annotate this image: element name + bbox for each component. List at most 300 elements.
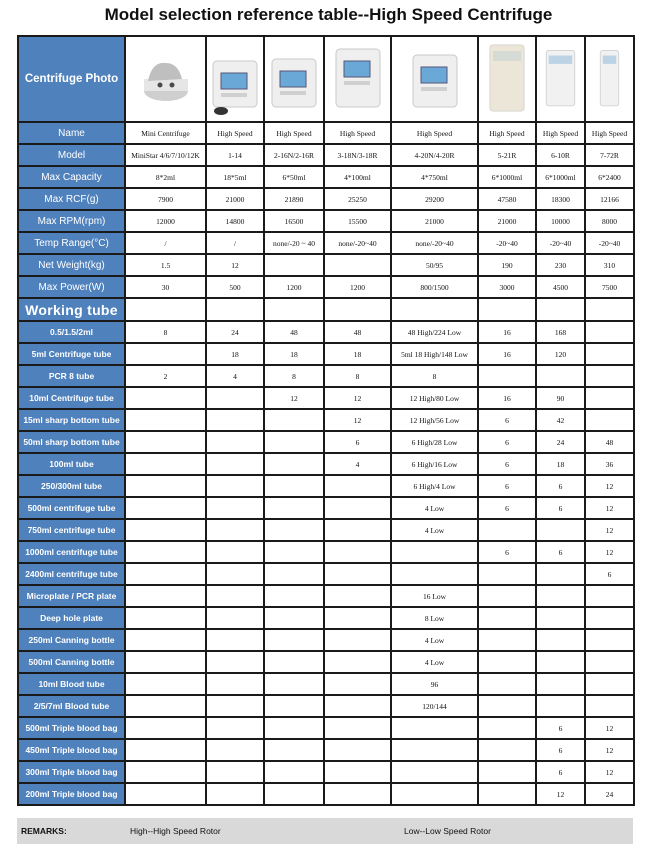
table-cell: 120 xyxy=(536,343,585,365)
table-cell: 800/1500 xyxy=(391,276,478,298)
table-cell: 12 xyxy=(585,739,634,761)
table-cell: Mini Centrifuge xyxy=(125,122,206,144)
table-cell: 4-20N/4-20R xyxy=(391,144,478,166)
table-cell: 6 xyxy=(536,717,585,739)
table-cell xyxy=(206,695,264,717)
table-cell: 6 High/16 Low xyxy=(391,453,478,475)
row-label: Max Capacity xyxy=(18,166,125,188)
tube-row xyxy=(18,431,634,453)
table-cell: 18 xyxy=(324,343,391,365)
table-cell: 6 xyxy=(536,761,585,783)
table-cell xyxy=(478,629,536,651)
table-cell: 6 xyxy=(478,475,536,497)
table-cell: 6 High/28 Low xyxy=(391,431,478,453)
table-cell: MiniStar 4/6/7/10/12K xyxy=(125,144,206,166)
table-cell: -20~40 xyxy=(585,232,634,254)
table-cell: 120/144 xyxy=(391,695,478,717)
table-cell xyxy=(206,607,264,629)
working-tube-label: Working tube xyxy=(18,298,125,321)
table-cell: High Speed xyxy=(536,122,585,144)
photo-row xyxy=(18,36,634,122)
table-cell: 6 xyxy=(478,453,536,475)
table-cell: 12 xyxy=(324,387,391,409)
table-cell: 4 xyxy=(206,365,264,387)
table-cell xyxy=(206,761,264,783)
table-cell xyxy=(125,585,206,607)
table-cell xyxy=(125,563,206,585)
table-cell xyxy=(125,629,206,651)
table-cell xyxy=(206,563,264,585)
tube-row xyxy=(18,453,634,475)
table-cell xyxy=(125,409,206,431)
photo-cell xyxy=(206,36,264,122)
table-cell xyxy=(206,298,264,321)
table-cell: 10000 xyxy=(536,210,585,232)
table-cell: 4 xyxy=(324,453,391,475)
row-label: Max RCF(g) xyxy=(18,188,125,210)
spec-row xyxy=(18,232,634,254)
table-cell: 4 Low xyxy=(391,497,478,519)
row-label: Net Weight(kg) xyxy=(18,254,125,276)
table-cell: 30 xyxy=(125,276,206,298)
table-cell: 48 High/224 Low xyxy=(391,321,478,343)
spec-row xyxy=(18,122,634,144)
row-label: 500ml Canning bottle xyxy=(18,651,125,673)
floor-centrifuge-photo xyxy=(537,41,584,117)
working-tube-row xyxy=(18,298,634,321)
floor-centrifuge-photo xyxy=(586,41,633,117)
table-cell xyxy=(536,519,585,541)
table-cell: 2-16N/2-16R xyxy=(264,144,324,166)
table-cell xyxy=(264,409,324,431)
table-cell xyxy=(264,298,324,321)
table-cell xyxy=(324,497,391,519)
table-cell: High Speed xyxy=(324,122,391,144)
table-cell xyxy=(125,431,206,453)
table-cell: 6 xyxy=(478,409,536,431)
table-cell xyxy=(324,739,391,761)
table-cell: 5-21R xyxy=(478,144,536,166)
table-cell: 8 xyxy=(125,321,206,343)
table-cell: 18*5ml xyxy=(206,166,264,188)
row-label: 250ml Canning bottle xyxy=(18,629,125,651)
table-cell xyxy=(324,298,391,321)
table-cell xyxy=(585,629,634,651)
table-cell xyxy=(324,673,391,695)
table-cell xyxy=(585,585,634,607)
table-cell xyxy=(478,585,536,607)
table-cell: 5ml 18 High/148 Low xyxy=(391,343,478,365)
row-label: 15ml sharp bottom tube xyxy=(18,409,125,431)
table-cell xyxy=(264,497,324,519)
tube-row xyxy=(18,585,634,607)
tube-row xyxy=(18,695,634,717)
row-label: 2400ml centrifuge tube xyxy=(18,563,125,585)
row-label: 200ml Triple blood bag xyxy=(18,783,125,805)
table-cell: 21000 xyxy=(206,188,264,210)
table-cell: 8000 xyxy=(585,210,634,232)
table-cell: 6*50ml xyxy=(264,166,324,188)
row-label: Max Power(W) xyxy=(18,276,125,298)
photo-cell xyxy=(391,36,478,122)
table-cell: 6 xyxy=(536,475,585,497)
table-cell xyxy=(264,254,324,276)
table-cell: 47580 xyxy=(478,188,536,210)
table-cell xyxy=(264,431,324,453)
table-cell: High Speed xyxy=(206,122,264,144)
tube-row xyxy=(18,365,634,387)
table-cell: 6 xyxy=(478,431,536,453)
table-cell xyxy=(264,651,324,673)
table-cell xyxy=(125,343,206,365)
table-cell: 4 Low xyxy=(391,629,478,651)
table-cell: 8 xyxy=(264,365,324,387)
row-label: Model xyxy=(18,144,125,166)
table-cell: 6 xyxy=(536,541,585,563)
table-cell: 25250 xyxy=(324,188,391,210)
table-cell xyxy=(125,695,206,717)
table-cell xyxy=(585,607,634,629)
table-cell: 18 xyxy=(264,343,324,365)
table-cell: 48 xyxy=(264,321,324,343)
row-label: Deep hole plate xyxy=(18,607,125,629)
row-label: 250/300ml tube xyxy=(18,475,125,497)
table-cell xyxy=(478,717,536,739)
table-cell xyxy=(585,343,634,365)
table-cell xyxy=(478,519,536,541)
table-cell: 6*1000ml xyxy=(536,166,585,188)
table-cell xyxy=(264,695,324,717)
tube-row xyxy=(18,541,634,563)
tube-row xyxy=(18,717,634,739)
row-label: Temp Range(°C) xyxy=(18,232,125,254)
table-cell xyxy=(536,607,585,629)
photo-cell xyxy=(125,36,206,122)
photo-cell xyxy=(264,36,324,122)
table-cell: 2 xyxy=(125,365,206,387)
table-cell xyxy=(478,761,536,783)
table-cell: 24 xyxy=(585,783,634,805)
table-cell: High Speed xyxy=(585,122,634,144)
table-cell: 6 xyxy=(478,541,536,563)
table-cell xyxy=(264,519,324,541)
table-cell xyxy=(585,651,634,673)
table-cell xyxy=(264,717,324,739)
row-label: 500ml centrifuge tube xyxy=(18,497,125,519)
model-selection-table xyxy=(17,35,635,806)
table-cell xyxy=(585,673,634,695)
table-cell xyxy=(206,585,264,607)
table-cell: 12 xyxy=(536,783,585,805)
table-cell xyxy=(264,783,324,805)
floor-centrifuge-photo xyxy=(479,41,535,117)
table-cell xyxy=(125,497,206,519)
table-cell: 6-10R xyxy=(536,144,585,166)
row-label: 10ml Centrifuge tube xyxy=(18,387,125,409)
table-cell xyxy=(206,475,264,497)
table-cell xyxy=(536,365,585,387)
remarks-low: Low--Low Speed Rotor xyxy=(404,826,491,836)
table-cell: 24 xyxy=(206,321,264,343)
table-cell xyxy=(206,431,264,453)
remarks-high: High--High Speed Rotor xyxy=(130,826,221,836)
table-cell xyxy=(536,585,585,607)
row-label: 0.5/1.5/2ml xyxy=(18,321,125,343)
table-cell: High Speed xyxy=(478,122,536,144)
table-cell xyxy=(585,365,634,387)
table-cell xyxy=(206,541,264,563)
table-cell xyxy=(125,298,206,321)
table-cell xyxy=(324,607,391,629)
table-cell: 190 xyxy=(478,254,536,276)
table-cell xyxy=(264,673,324,695)
table-cell xyxy=(125,519,206,541)
tube-row xyxy=(18,475,634,497)
table-cell xyxy=(264,541,324,563)
table-cell: 12 xyxy=(585,497,634,519)
table-cell: 4 Low xyxy=(391,651,478,673)
table-cell xyxy=(585,695,634,717)
table-cell xyxy=(391,298,478,321)
table-cell xyxy=(536,563,585,585)
table-cell xyxy=(585,409,634,431)
row-label: Max RPM(rpm) xyxy=(18,210,125,232)
table-cell xyxy=(125,783,206,805)
table-cell: 12 xyxy=(585,519,634,541)
tube-row xyxy=(18,761,634,783)
table-cell: 96 xyxy=(391,673,478,695)
table-cell xyxy=(324,475,391,497)
table-cell: 168 xyxy=(536,321,585,343)
table-cell xyxy=(206,497,264,519)
tube-row xyxy=(18,563,634,585)
table-cell: 4 Low xyxy=(391,519,478,541)
table-cell: 6 xyxy=(536,497,585,519)
table-cell xyxy=(324,629,391,651)
spec-row xyxy=(18,188,634,210)
table-cell xyxy=(264,563,324,585)
table-cell xyxy=(125,761,206,783)
table-cell xyxy=(264,453,324,475)
table-cell: 310 xyxy=(585,254,634,276)
table-cell xyxy=(585,387,634,409)
table-cell: 18300 xyxy=(536,188,585,210)
table-cell: 4500 xyxy=(536,276,585,298)
table-cell: -20~40 xyxy=(536,232,585,254)
mini-centrifuge-photo xyxy=(138,41,194,117)
photo-cell xyxy=(585,36,634,122)
table-cell: 16 xyxy=(478,387,536,409)
row-label: Name xyxy=(18,122,125,144)
table-cell: 8 Low xyxy=(391,607,478,629)
table-cell: 6*1000ml xyxy=(478,166,536,188)
table-cell xyxy=(478,298,536,321)
table-cell: 42 xyxy=(536,409,585,431)
table-cell: 24 xyxy=(536,431,585,453)
table-cell xyxy=(206,519,264,541)
table-cell: 16 xyxy=(478,343,536,365)
row-label: PCR 8 tube xyxy=(18,365,125,387)
table-cell: 29200 xyxy=(391,188,478,210)
table-cell xyxy=(478,607,536,629)
tube-row xyxy=(18,607,634,629)
tube-row xyxy=(18,629,634,651)
table-cell xyxy=(391,739,478,761)
table-cell: 12 xyxy=(585,717,634,739)
table-cell: 12 xyxy=(264,387,324,409)
table-cell xyxy=(536,629,585,651)
table-cell xyxy=(206,629,264,651)
table-cell xyxy=(125,651,206,673)
table-cell xyxy=(324,519,391,541)
row-label: 300ml Triple blood bag xyxy=(18,761,125,783)
table-cell: 7900 xyxy=(125,188,206,210)
table-cell: 15500 xyxy=(324,210,391,232)
tube-row xyxy=(18,409,634,431)
table-cell xyxy=(206,651,264,673)
row-label: 5ml Centrifuge tube xyxy=(18,343,125,365)
table-cell xyxy=(206,783,264,805)
table-cell: 1-14 xyxy=(206,144,264,166)
table-cell: 4*100ml xyxy=(324,166,391,188)
table-cell: 12 xyxy=(585,761,634,783)
table-cell: 4*750ml xyxy=(391,166,478,188)
table-cell: 8 xyxy=(391,365,478,387)
tube-row xyxy=(18,321,634,343)
table-cell xyxy=(324,541,391,563)
tube-row xyxy=(18,497,634,519)
table-cell xyxy=(264,739,324,761)
benchtop-centrifuge-photo xyxy=(407,41,463,117)
table-cell: 21000 xyxy=(391,210,478,232)
table-cell: 16 Low xyxy=(391,585,478,607)
table-cell xyxy=(391,541,478,563)
table-cell: 6 xyxy=(585,563,634,585)
table-cell xyxy=(206,453,264,475)
table-cell: 12 xyxy=(324,409,391,431)
tube-row xyxy=(18,783,634,805)
table-cell xyxy=(324,761,391,783)
row-label: 500ml Triple blood bag xyxy=(18,717,125,739)
table-cell: 16500 xyxy=(264,210,324,232)
table-cell: 1.5 xyxy=(125,254,206,276)
table-cell: 3-18N/3-18R xyxy=(324,144,391,166)
table-cell xyxy=(391,717,478,739)
table-cell xyxy=(125,673,206,695)
table-cell: 18 xyxy=(536,453,585,475)
table-cell xyxy=(264,585,324,607)
table-cell: 21890 xyxy=(264,188,324,210)
table-cell: High Speed xyxy=(264,122,324,144)
table-cell: 6*2400 xyxy=(585,166,634,188)
table-cell xyxy=(478,739,536,761)
spec-row xyxy=(18,210,634,232)
benchtop-centrifuge-photo xyxy=(207,41,263,117)
table-cell xyxy=(125,607,206,629)
table-cell: / xyxy=(125,232,206,254)
benchtop-centrifuge-photo xyxy=(266,41,322,117)
tube-row xyxy=(18,651,634,673)
table-cell: 8 xyxy=(324,365,391,387)
table-cell: 50/95 xyxy=(391,254,478,276)
table-cell xyxy=(206,673,264,695)
table-cell: 21000 xyxy=(478,210,536,232)
row-label: Microplate / PCR plate xyxy=(18,585,125,607)
table-cell xyxy=(125,387,206,409)
table-cell xyxy=(478,783,536,805)
table-cell xyxy=(324,563,391,585)
table-cell xyxy=(125,475,206,497)
tube-row xyxy=(18,343,634,365)
table-cell: High Speed xyxy=(391,122,478,144)
spec-row xyxy=(18,254,634,276)
table-cell: 6 xyxy=(324,431,391,453)
table-cell xyxy=(536,673,585,695)
row-label: 50ml sharp bottom tube xyxy=(18,431,125,453)
row-label: 10ml Blood tube xyxy=(18,673,125,695)
tube-row xyxy=(18,673,634,695)
table-cell: 500 xyxy=(206,276,264,298)
table-cell xyxy=(125,453,206,475)
table-cell: 12 High/56 Low xyxy=(391,409,478,431)
table-cell: 6 High/4 Low xyxy=(391,475,478,497)
remarks-label: REMARKS: xyxy=(21,826,67,836)
remarks-bar xyxy=(17,818,633,844)
table-cell: / xyxy=(206,232,264,254)
table-cell: 36 xyxy=(585,453,634,475)
table-cell: 18 xyxy=(206,343,264,365)
table-cell: 1200 xyxy=(324,276,391,298)
table-cell: 12 xyxy=(585,475,634,497)
spec-row xyxy=(18,166,634,188)
table-cell: 14800 xyxy=(206,210,264,232)
table-cell: 1200 xyxy=(264,276,324,298)
photo-cell xyxy=(324,36,391,122)
table-cell xyxy=(206,409,264,431)
tube-row xyxy=(18,519,634,541)
photo-cell xyxy=(536,36,585,122)
table-cell xyxy=(478,673,536,695)
table-cell xyxy=(478,695,536,717)
table-cell xyxy=(536,651,585,673)
table-cell xyxy=(391,563,478,585)
table-cell xyxy=(264,629,324,651)
table-cell: 7-72R xyxy=(585,144,634,166)
table-cell xyxy=(125,717,206,739)
table-cell xyxy=(324,585,391,607)
tube-row xyxy=(18,739,634,761)
table-cell xyxy=(585,321,634,343)
table-cell xyxy=(391,783,478,805)
table-cell: 8*2ml xyxy=(125,166,206,188)
table-cell xyxy=(585,298,634,321)
table-cell: 3000 xyxy=(478,276,536,298)
table-cell: -20~40 xyxy=(478,232,536,254)
table-cell xyxy=(125,739,206,761)
table-cell xyxy=(206,387,264,409)
table-cell xyxy=(264,475,324,497)
table-cell: 12 xyxy=(585,541,634,563)
table-cell: 230 xyxy=(536,254,585,276)
row-label: 750ml centrifuge tube xyxy=(18,519,125,541)
table-cell: 48 xyxy=(585,431,634,453)
table-cell: 6 xyxy=(536,739,585,761)
table-cell xyxy=(264,607,324,629)
header-label: Centrifuge Photo xyxy=(18,36,125,122)
table-cell xyxy=(478,365,536,387)
table-cell xyxy=(324,717,391,739)
table-cell: 7500 xyxy=(585,276,634,298)
